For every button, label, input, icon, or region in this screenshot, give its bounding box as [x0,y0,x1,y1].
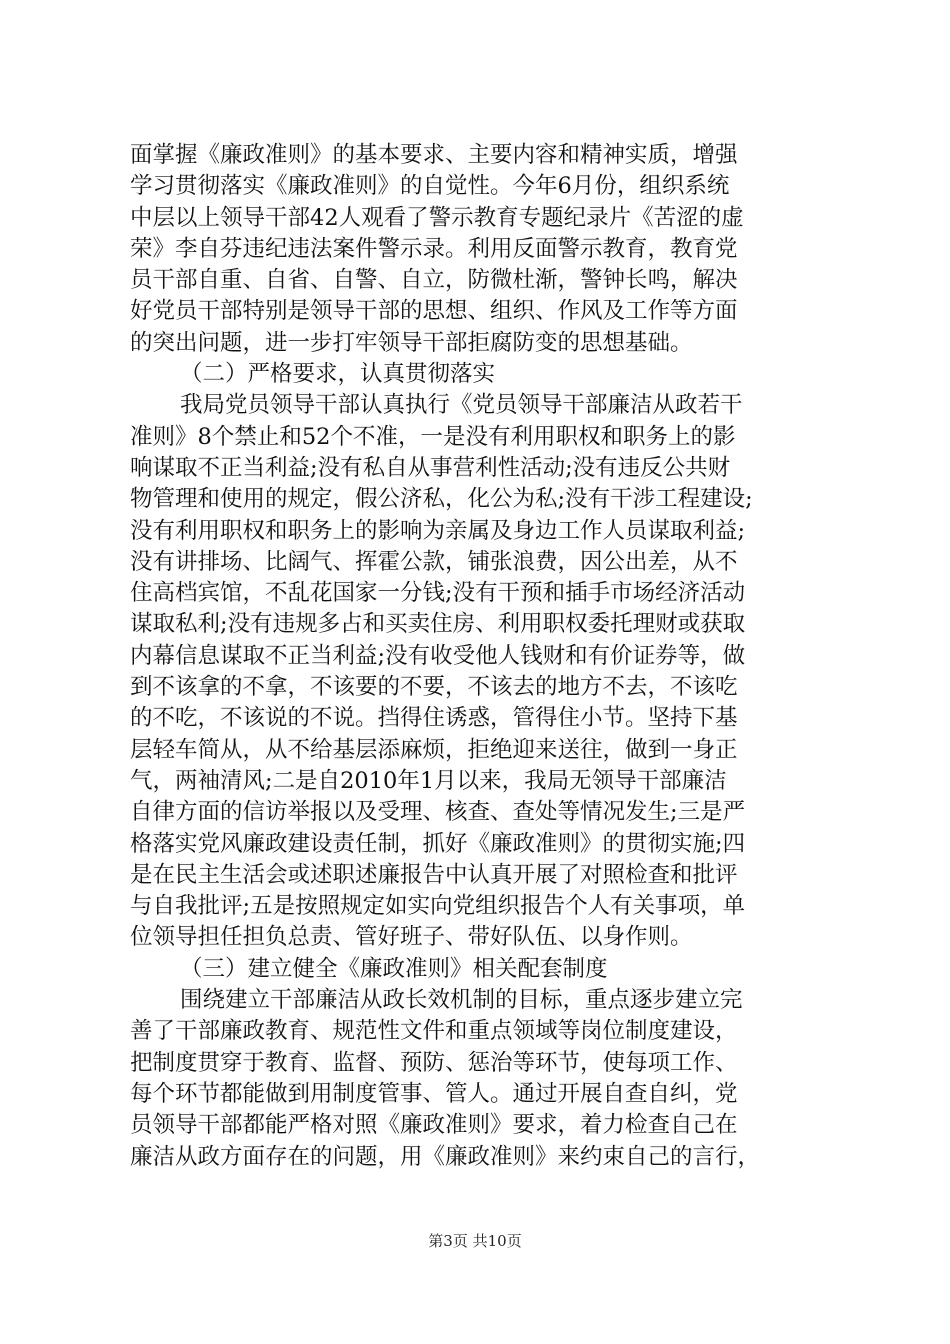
text-line: 荣》李自芬违纪违法案件警示录。利用反面警示教育，教育党 [130,235,738,262]
page-number-footer: 第3页 共10页 [428,1232,522,1250]
text-line: 好党员干部特别是领导干部的思想、组织、作风及工作等方面 [130,298,738,325]
text-line: 内幕信息谋取不正当利益;没有收受他人钱财和有价证券等，做 [130,642,746,669]
text-line: 位领导担任担负总责、管好班子、带好队伍、以身作则。 [130,924,693,951]
text-line: 自律方面的信访举报以及受理、核查、查处等情况发生;三是严 [130,799,746,826]
text-line: 把制度贯穿于教育、监督、预防、惩治等环节，使每项工作、 [130,1049,738,1076]
text-line: 谋取私利;没有违规多占和买卖住房、利用职权委托理财或获取 [130,611,746,638]
text-line: 住高档宾馆，不乱花国家一分钱;没有干预和插手市场经济活动 [130,580,746,607]
text-line: 围绕建立干部廉洁从政长效机制的目标，重点逐步建立完 [180,987,743,1014]
text-line: （二）严格要求，认真贯彻落实 [180,361,496,388]
text-line: 准则》8个禁止和52个不准，一是没有利用职权和职务上的影 [130,423,736,450]
text-line: 善了干部廉政教育、规范性文件和重点领域等岗位制度建设， [130,1018,738,1045]
text-line: 格落实党风廉政建设责任制，抓好《廉政准则》的贯彻实施;四 [130,830,746,857]
text-line: 层轻车简从，从不给基层添麻烦，拒绝迎来送往，做到一身正 [130,736,738,763]
text-line: 响谋取不正当利益;没有私自从事营利性活动;没有违反公共财 [130,454,731,481]
text-line: 员干部自重、自省、自警、自立，防微杜渐，警钟长鸣，解决 [130,267,738,294]
text-line: 气，两袖清风;二是自2010年1月以来，我局无领导干部廉洁 [130,767,727,794]
text-line: 到不该拿的不拿，不该要的不要，不该去的地方不去，不该吃 [130,674,738,701]
text-line: 面掌握《廉政准则》的基本要求、主要内容和精神实质，增强 [130,142,738,168]
text-line: 每个环节都能做到用制度管事、管人。通过开展自查自纠，党 [130,1080,738,1107]
text-line: 学习贯彻落实《廉政准则》的自觉性。今年6月份，组织系统 [130,173,730,200]
text-line: 中层以上领导干部42人观看了警示教育专题纪录片《苦涩的虚 [130,204,744,231]
text-line: 没有利用职权和职务上的影响为亲属及身边工作人员谋取利益; [130,517,746,544]
text-line: 廉洁从政方面存在的问题，用《廉政准则》来约束自己的言行， [130,1143,761,1170]
text-line: 我局党员领导干部认真执行《党员领导干部廉洁从政若干 [180,392,743,419]
text-line: 物管理和使用的规定，假公济私，化公为私;没有干涉工程建设; [130,486,753,513]
text-line: 的不吃，不该说的不说。挡得住诱惑，管得住小节。坚持下基 [130,705,738,732]
text-line: 与自我批评;五是按照规定如实向党组织报告个人有关事项，单 [130,893,746,920]
text-line: 员领导干部都能严格对照《廉政准则》要求，着力检查自己在 [130,1112,738,1139]
document-body [130,140,850,1173]
text-line: 没有讲排场、比阔气、挥霍公款，铺张浪费，因公出差，从不 [130,548,738,575]
text-line: 是在民主生活会或述职述廉报告中认真开展了对照检查和批评 [130,861,738,888]
text-line: （三）建立健全《廉政准则》相关配套制度 [180,955,608,982]
text-line: 的突出问题，进一步打牢领导干部拒腐防变的思想基础。 [130,329,693,356]
